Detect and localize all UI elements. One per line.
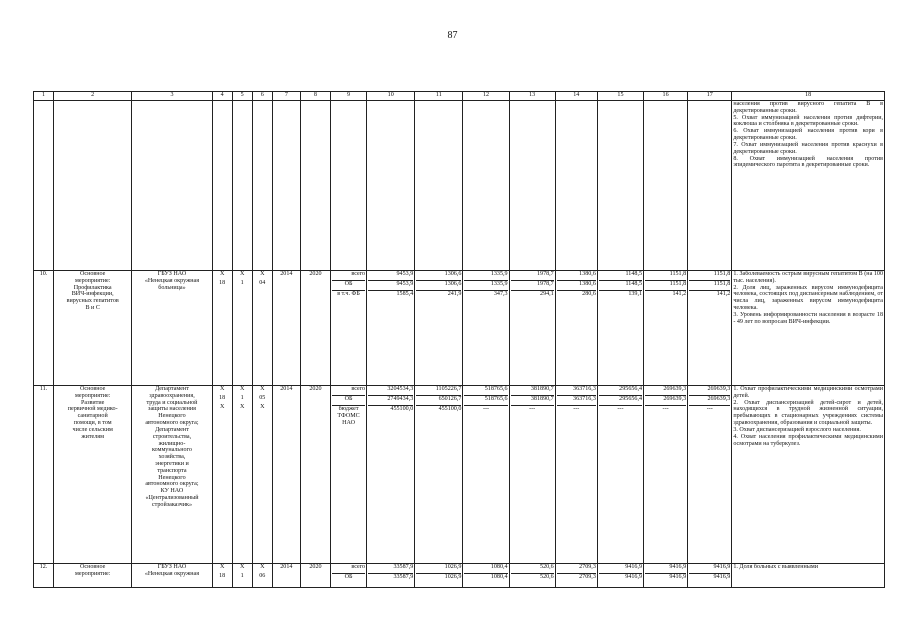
indicator-text: 3. Охват диспансеризацией взрослого населения. [733, 426, 861, 433]
amount-value: 1026,9 [416, 564, 461, 574]
code-value: Х [260, 564, 265, 570]
amount-value: 1148,5 [599, 271, 642, 281]
amount-value: 9416,9 [669, 574, 687, 580]
header-col-2: 2 [54, 92, 132, 101]
code-value: 1 [240, 395, 244, 401]
funding-source: всего [332, 271, 365, 281]
amount-value: 363716,3 [557, 396, 596, 406]
indicator-text: 1. Доля больных с выявленными [733, 564, 818, 570]
amount-value: 3204534,3 [368, 386, 413, 396]
amount-value: 33587,9 [368, 564, 413, 574]
row-number-cell: 11. [34, 386, 54, 564]
amount-value: --- [662, 406, 669, 412]
code-value: 1 [240, 280, 244, 286]
amount-value: 1148,5 [599, 281, 642, 291]
funding-source: ОБ [332, 396, 365, 406]
amount-cell-c13 [509, 564, 555, 588]
funding-source: всего [332, 564, 365, 574]
code-value: Х [219, 271, 225, 277]
amount-value: 1151,8 [689, 271, 730, 281]
executor-line: энергетики и [155, 460, 189, 467]
executor-line: хозяйства, [158, 454, 186, 461]
activity-name-line: ВИЧ-инфекции, [71, 291, 114, 298]
code-cell-c5 [232, 271, 252, 386]
row-number-cell: 12. [34, 564, 54, 588]
amount-cell-c15 [597, 564, 643, 588]
amount-value: 269639,3 [689, 396, 730, 406]
amount-value: --- [529, 406, 536, 412]
amount-cell-c17 [688, 271, 732, 386]
amount-value: 1380,6 [557, 271, 596, 281]
amount-value: 518765,6 [464, 386, 507, 396]
continuation-row [34, 101, 885, 271]
indicators-cell [732, 386, 885, 564]
header-col-1: 1 [34, 92, 54, 101]
activity-name-line: Основное [80, 386, 106, 392]
amount-cell-c11 [415, 564, 463, 588]
amount-value: 9416,9 [645, 564, 686, 574]
funding-source: ОБ [332, 281, 365, 291]
amount-value: 295656,4 [599, 386, 642, 396]
indicators-cell [732, 271, 885, 386]
funding-source-cell [330, 386, 366, 564]
amount-value: 9453,9 [368, 271, 413, 281]
header-col-10: 10 [367, 92, 415, 101]
executor-line: строительства, [152, 433, 192, 440]
executor-line: ГБУЗ НАО [157, 271, 187, 277]
amount-cell-c13 [509, 271, 555, 386]
indicator-text: 8. Охват иммунизацией населения против эпидемического паротита в декретированные сроки. [733, 155, 883, 169]
amount-value: --- [482, 406, 490, 412]
amount-value: 1335,9 [464, 271, 507, 281]
start-year-cell: 2014 [272, 386, 300, 564]
amount-value: 9416,9 [689, 564, 730, 574]
amount-cell-c10 [367, 564, 415, 588]
amount-value: 381890,7 [511, 396, 554, 406]
executor-line: жилищно- [158, 440, 186, 447]
amount-value: 269639,3 [645, 386, 686, 396]
header-col-13: 13 [509, 92, 555, 101]
amount-cell-c11 [415, 386, 463, 564]
executor-line: транспорта [157, 467, 187, 474]
amount-cell-c16 [644, 564, 688, 588]
activity-name-line: Основное [80, 564, 106, 570]
activity-name-line: мероприятие: [75, 277, 111, 284]
amount-value: 9416,9 [713, 574, 731, 580]
code-value: 1 [240, 573, 244, 579]
indicator-text: 6. Охват иммунизацией населения против кори в декретированные сроки. [733, 128, 883, 142]
start-year-cell: 2014 [272, 564, 300, 588]
code-value: 18 [219, 395, 226, 401]
indicator-text: 3. Уровень информированности населения в возрасте 18 - 49 лет по вопросам ВИЧ-инфекции. [733, 311, 883, 325]
amount-cell-c15 [597, 386, 643, 564]
amount-cell-c16 [644, 271, 688, 386]
funding-source: всего [332, 386, 365, 396]
amount-cell-c13 [509, 386, 555, 564]
code-cell-c4 [212, 386, 232, 564]
amount-value: 2709,3 [557, 564, 596, 574]
end-year-cell: 2020 [300, 564, 330, 588]
activity-row [34, 564, 885, 588]
executor-line: автономного округа; [145, 481, 199, 488]
code-value: Х [219, 386, 225, 392]
amount-value: 1335,9 [464, 281, 507, 291]
row-number-cell: 10. [34, 271, 54, 386]
amount-value: 295656,4 [599, 396, 642, 406]
executor-cell [132, 564, 212, 588]
code-value: 06 [259, 573, 266, 579]
amount-value: 347,3 [493, 291, 508, 297]
amount-value: 1026,9 [444, 574, 462, 580]
amount-cell-c17 [688, 386, 732, 564]
activity-name-line: мероприятие: [75, 570, 111, 577]
code-cell-c6 [252, 271, 272, 386]
amount-value: 241,9 [447, 291, 462, 297]
header-col-14: 14 [555, 92, 597, 101]
code-cell-c4 [212, 271, 232, 386]
amount-cell-c12 [463, 271, 509, 386]
code-value: Х [219, 404, 225, 410]
code-value: Х [219, 564, 225, 570]
executor-line: КУ НАО [160, 488, 184, 495]
amount-value: 1978,7 [511, 271, 554, 281]
amount-cell-c17 [688, 564, 732, 588]
amount-value: 518765,6 [464, 396, 507, 406]
amount-value: 294,1 [540, 291, 554, 297]
funding-source: в т.ч. ФБ [337, 291, 360, 297]
executor-line: защиты населения [148, 406, 196, 413]
code-cell-c4 [212, 564, 232, 588]
code-value: Х [240, 564, 245, 570]
amount-value: 363716,3 [557, 386, 596, 396]
header-col-17: 17 [688, 92, 732, 101]
executor-line: здравоохранения, [149, 392, 195, 399]
code-value: Х [240, 404, 245, 410]
amount-value: 141,2 [716, 291, 731, 297]
activity-name-cell [54, 386, 132, 564]
amount-value: 1080,4 [490, 574, 508, 580]
indicator-text: 2. Охват диспансеризацией детей-сирот и детей, находящихся в трудной жизненной ситуации, пребывающих в стационарных учреждениях системы здравоохранения, образования и социальной защиты. [733, 399, 883, 427]
amount-value: 269639,3 [645, 396, 686, 406]
header-col-9: 9 [330, 92, 366, 101]
amount-cell-c12 [463, 386, 509, 564]
amount-cell-c10 [367, 386, 415, 564]
amount-value: --- [573, 406, 580, 412]
executor-cell [132, 386, 212, 564]
indicator-text: 4. Охват населения профилактическими медицинскими осмотрами на туберкулез. [733, 433, 883, 447]
amount-cell-c14 [555, 564, 597, 588]
amount-value: 520,6 [540, 574, 554, 580]
activity-name-line: В и С [85, 305, 100, 312]
executor-line: «Ненецкая окружная [144, 570, 200, 577]
funding-source-cell [330, 564, 366, 588]
activity-name-line: Основное [80, 271, 106, 277]
amount-value: 1151,8 [645, 281, 686, 291]
code-cell-c5 [232, 386, 252, 564]
end-year-cell: 2020 [300, 271, 330, 386]
amount-cell-c12 [463, 564, 509, 588]
amount-value: 9416,9 [599, 564, 642, 574]
page-number: 87 [447, 30, 458, 41]
activity-name-line: Развитие [81, 399, 105, 406]
code-cell-c6 [252, 564, 272, 588]
amount-cell-c15 [597, 271, 643, 386]
executor-line: автономного округа; [145, 420, 199, 427]
amount-value: 2709,3 [579, 574, 596, 580]
activity-name-line: первичной медико- [67, 406, 118, 413]
activity-row [34, 386, 885, 564]
amount-value: 1306,6 [416, 281, 461, 291]
funding-source-cell [330, 271, 366, 386]
amount-value: 2749434,3 [368, 396, 413, 406]
amount-cell-c16 [644, 386, 688, 564]
executor-line: больница» [158, 284, 186, 291]
amount-value: 650126,7 [416, 396, 461, 406]
indicator-text: 1. Охват профилактическими медицинскими осмотрами детей. [733, 386, 883, 399]
activity-name-line: санитарной [77, 413, 108, 420]
code-value: Х [260, 404, 265, 410]
header-col-11: 11 [415, 92, 463, 101]
code-value: Х [240, 386, 245, 392]
activity-name-line: Профилактика [73, 284, 112, 291]
header-col-15: 15 [597, 92, 643, 101]
amount-value: 9416,9 [625, 574, 643, 580]
code-value: Х [260, 386, 265, 392]
executor-line: труда и социальной [146, 399, 198, 406]
amount-value: 141,2 [672, 291, 687, 297]
start-year-cell: 2014 [272, 271, 300, 386]
amount-value: 1978,7 [511, 281, 554, 291]
amount-value: 1151,8 [645, 271, 686, 281]
amount-value: 1306,6 [416, 271, 461, 281]
amount-cell-c11 [415, 271, 463, 386]
header-col-16: 16 [644, 92, 688, 101]
code-value: 04 [259, 280, 266, 286]
header-col-3: 3 [132, 92, 212, 101]
amount-value: 9453,9 [368, 281, 413, 291]
indicator-text: населения против вирусного гепатита В в декретированные сроки. [733, 101, 883, 114]
amount-value: 381890,7 [511, 386, 554, 396]
indicator-text: 7. Охват иммунизацией населения против краснухи в декретированные сроки. [733, 141, 883, 155]
activity-name-line: вирусных гепатитов [66, 298, 119, 305]
code-value: 18 [219, 280, 226, 286]
code-cell-c5 [232, 564, 252, 588]
funding-source: бюджет ТФОМС НАО [337, 406, 360, 426]
indicator-text: 1. Заболеваемость острым вирусным гепатитом В (на 100 тыс. населения). [733, 271, 883, 284]
end-year-cell: 2020 [300, 386, 330, 564]
amount-value: 139,1 [628, 291, 643, 297]
activity-name-line: жителям [81, 433, 104, 440]
executor-cell [132, 271, 212, 386]
executor-line: Департамент [155, 386, 189, 392]
header-col-12: 12 [463, 92, 509, 101]
amount-value: 1080,4 [464, 564, 507, 574]
amount-value: 269639,3 [689, 386, 730, 396]
executor-line: стройзаказчик» [151, 501, 193, 508]
amount-cell-c10 [367, 271, 415, 386]
header-row [34, 92, 885, 101]
indicator-text: 2. Доля лиц, зараженных вирусом иммунодефицита человека, состоящих под диспансерным наблюдением, от числа лиц, зараженных вирусом иммунодефицита человека. [733, 284, 883, 312]
indicator-text: 5. Охват иммунизацией населения против дифтерии, коклюша и столбняка в декретированные сроки. [733, 114, 883, 128]
header-col-6: 6 [252, 92, 272, 101]
code-value: 05 [259, 395, 266, 401]
funding-source: ОБ [344, 574, 353, 580]
activity-name-cell [54, 271, 132, 386]
indicators-cell [732, 101, 885, 271]
program-activities-table [33, 91, 885, 588]
header-col-7: 7 [272, 92, 300, 101]
amount-value: 33587,9 [393, 574, 414, 580]
amount-value: 280,6 [582, 291, 596, 297]
activity-name-cell [54, 564, 132, 588]
amount-value: 1585,4 [396, 291, 414, 297]
amount-value: 1380,6 [557, 281, 596, 291]
amount-value: 1151,8 [689, 281, 730, 291]
executor-line: коммунального [152, 447, 192, 454]
header-col-8: 8 [300, 92, 330, 101]
amount-cell-c14 [555, 271, 597, 386]
amount-value: --- [706, 406, 713, 412]
code-cell-c6 [252, 386, 272, 564]
code-value: Х [240, 271, 245, 277]
executor-line: Ненецкого [158, 474, 186, 481]
amount-value: --- [617, 406, 624, 412]
activity-name-line: числе сельским [72, 426, 113, 433]
executor-line: ГБУЗ НАО [157, 564, 187, 570]
header-col-4: 4 [212, 92, 232, 101]
amount-value: 455100,0 [390, 406, 414, 412]
activity-row [34, 271, 885, 386]
executor-line: Ненецкого [158, 413, 186, 420]
header-col-18: 18 [732, 92, 885, 101]
executor-line: «Ненецкая окружная [144, 277, 200, 284]
indicators-cell [732, 564, 885, 588]
amount-cell-c14 [555, 386, 597, 564]
code-value: Х [260, 271, 265, 277]
activity-name-line: помощи, в том [73, 420, 112, 427]
activity-name-line: мероприятие: [75, 392, 111, 399]
amount-value: 455100,0 [438, 406, 462, 412]
executor-line: «Централизованный [145, 495, 199, 501]
amount-value: 520,6 [511, 564, 554, 574]
header-col-5: 5 [232, 92, 252, 101]
amount-value: 1105226,7 [416, 386, 461, 396]
code-value: 18 [219, 573, 226, 579]
executor-line: Департамент [155, 426, 189, 433]
